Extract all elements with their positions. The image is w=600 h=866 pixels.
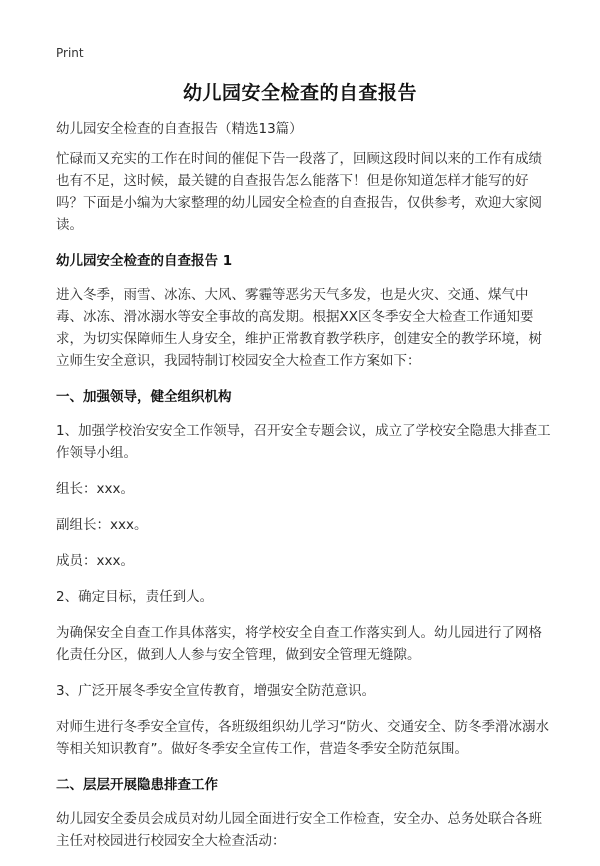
- item-2-paragraph: 为确保安全自查工作具体落实，将学校安全自查工作落实到人。幼儿园进行了网格化责任分区，做到人人参与安全管理，做到安全管理无缝隙。: [56, 625, 542, 663]
- heading-leadership: 一、加强领导，健全组织机构: [56, 389, 232, 405]
- page-title: 幼儿园安全检查的自查报告: [182, 82, 417, 104]
- heading-inspection: 二、层层开展隐患排查工作: [56, 777, 218, 793]
- item-3-heading: 3、广泛开展冬季安全宣传教育，增强安全防范意识。: [56, 683, 376, 699]
- leader-line: 组长：xxx。: [56, 481, 134, 497]
- inspection-paragraph: 幼儿园安全委员会成员对幼儿园全面进行安全工作检查，安全办、总务处联合各班主任对校园进行校园安全大检查活动：: [56, 811, 542, 849]
- intro-paragraph: 忙碌而又充实的工作在时间的催促下告一段落了，回顾这段时间以来的工作有成绩也有不足，这时候，最关键的自查报告怎么能落下！但是你知道怎样才能写的好吗？下面是小编为大家整理的幼儿园安全检查的自查报告，仅供参考，欢迎大家阅读。: [56, 151, 542, 233]
- deputy-leader-line: 副组长：xxx。: [56, 517, 148, 533]
- item-1-paragraph: 1、加强学校治安安全工作领导，召开安全专题会议，成立了学校安全隐患大排查工作领导小组。: [56, 423, 551, 461]
- members-line: 成员：xxx。: [56, 553, 134, 569]
- print-link[interactable]: Print: [56, 46, 84, 60]
- section-title: 幼儿园安全检查的自查报告 1: [56, 253, 233, 269]
- item-2-heading: 2、确定目标，责任到人。: [56, 589, 214, 605]
- document-subtitle: 幼儿园安全检查的自查报告（精选13篇）: [56, 121, 303, 137]
- item-3-paragraph: 对师生进行冬季安全宣传，各班级组织幼儿学习“防火、交通安全、防冬季滑冰溺水等相关知识教育”。做好冬季安全宣传工作，营造冬季安全防范氛围。: [56, 719, 549, 757]
- section-paragraph: 进入冬季，雨雪、冰冻、大风、雾霾等恶劣天气多发，也是火灾、交通、煤气中毒、冰冻、滑冰溺水等安全事故的高发期。根据XX区冬季安全大检查工作通知要求，为切实保障师生人身安全，维护正常教育教学秩序，创建安全的教学环境，树立师生安全意识，我园特制订校园安全大检查工作方案如下：: [56, 287, 542, 369]
- document-body: [56, 118, 554, 866]
